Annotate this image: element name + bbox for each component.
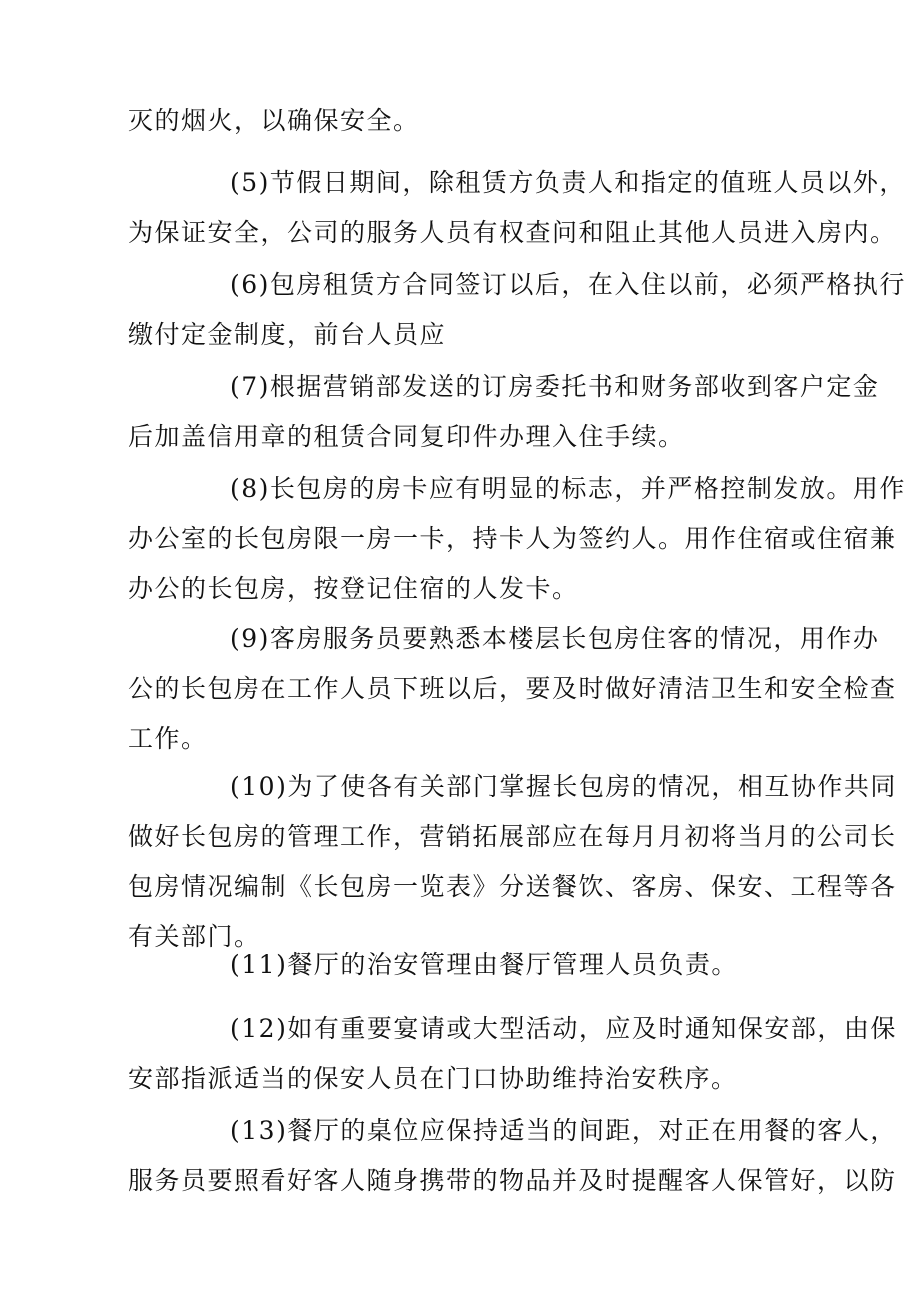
- paragraph-item-6: [128, 260, 906, 360]
- paragraph-item-5: [128, 158, 906, 258]
- paragraph-item-9: [128, 614, 897, 764]
- text-line: 办公的长包房，按登记住宿的人发卡。: [128, 574, 579, 603]
- text-line: 公的长包房在工作人员下班以后，要及时做好清洁卫生和安全检查: [128, 674, 897, 703]
- text-line: 安部指派适当的保安人员在门口协助维持治安秩序。: [128, 1064, 738, 1093]
- text-line: 有关部门。: [128, 922, 261, 951]
- paragraph-item-7: [128, 362, 880, 462]
- text-line: (7)根据营销部发送的订房委托书和财务部收到客户定金: [230, 372, 880, 401]
- text-line: 后加盖信用章的租赁合同复印件办理入住手续。: [128, 422, 685, 451]
- text-line: 包房情况编制《长包房一览表》分送餐饮、客房、保安、工程等各: [128, 872, 897, 901]
- paragraph-continuation: [128, 96, 808, 146]
- text-line: 缴付定金制度，前台人员应: [128, 320, 447, 349]
- text-line: 办公室的长包房限一房一卡，持卡人为签约人。用作住宿或住宿兼: [128, 524, 897, 553]
- text-line: 为保证安全，公司的服务人员有权查问和阻止其他人员进入房内。: [128, 218, 897, 247]
- text-line: 做好长包房的管理工作，营销拓展部应在每月月初将当月的公司长: [128, 822, 897, 851]
- text-line: (8)长包房的房卡应有明显的标志，并严格控制发放。用作: [230, 474, 906, 503]
- text-line: (5)节假日期间，除租赁方负责人和指定的值班人员以外，: [230, 168, 906, 197]
- text-line: (9)客房服务员要熟悉本楼层长包房住客的情况，用作办: [230, 624, 880, 653]
- paragraph-item-10: [128, 762, 897, 962]
- paragraph-item-13: [128, 1106, 897, 1206]
- text-line: 工作。: [128, 724, 208, 753]
- paragraph-item-12: [128, 1004, 897, 1104]
- text-line: (11)餐厅的治安管理由餐厅管理人员负责。: [230, 950, 738, 979]
- paragraph-item-8: [128, 464, 906, 614]
- text-line: 服务员要照看好客人随身携带的物品并及时提醒客人保管好，以防: [128, 1166, 897, 1195]
- text-line: (10)为了使各有关部门掌握长包房的情况，相互协作共同: [230, 772, 897, 801]
- text-line: (12)如有重要宴请或大型活动，应及时通知保安部，由保: [230, 1014, 897, 1043]
- text-line: (13)餐厅的桌位应保持适当的间距，对正在用餐的客人，: [230, 1116, 897, 1145]
- text-line: 灭的烟火，以确保安全。: [128, 106, 420, 135]
- text-line: (6)包房租赁方合同签订以后，在入住以前，必须严格执行: [230, 270, 906, 299]
- paragraph-item-11: [128, 940, 808, 990]
